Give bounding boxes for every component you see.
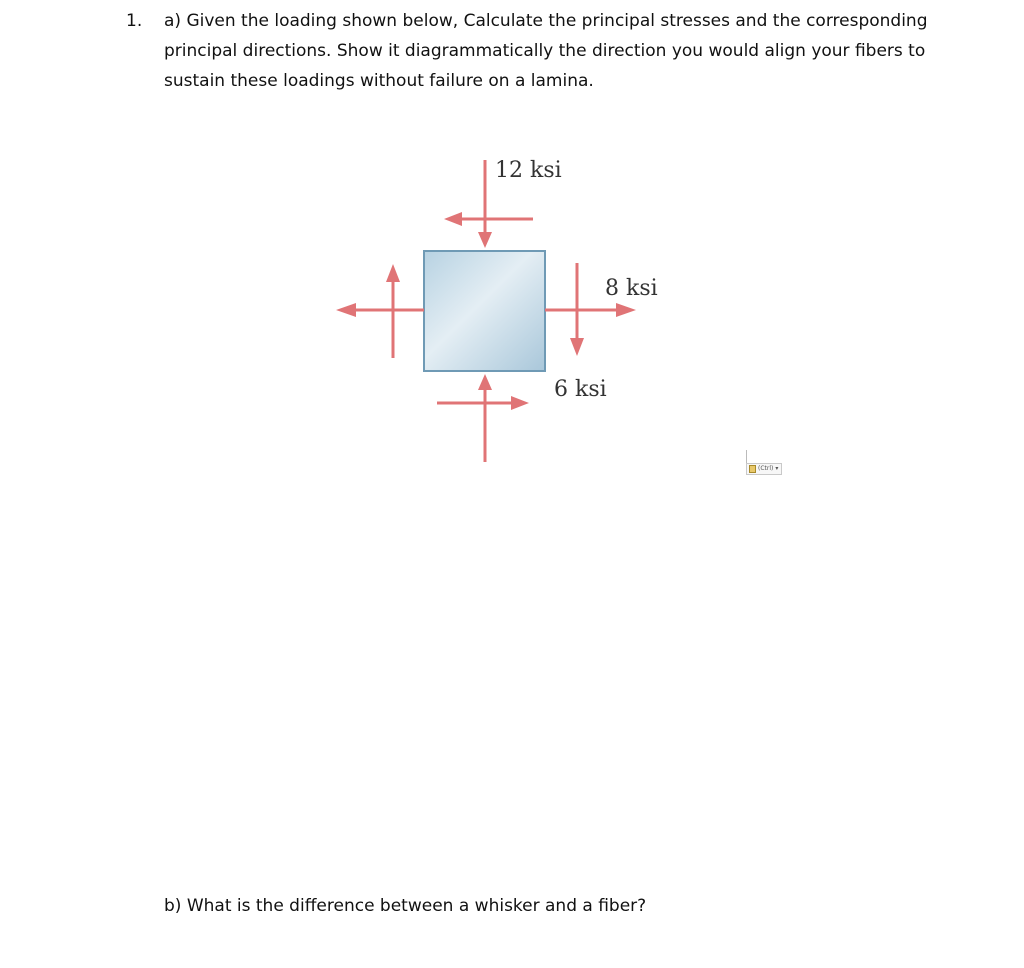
paste-options-button[interactable] xyxy=(746,463,782,475)
paste-options-divider xyxy=(746,450,747,463)
left-normal-arrowhead xyxy=(336,303,356,317)
question-2-text: b) What is the difference between a whisker and a fiber? xyxy=(164,896,647,916)
stress-element xyxy=(424,251,545,371)
shear-stress-label: 6 ksi xyxy=(554,377,607,402)
paste-options-label: (Ctrl) xyxy=(758,465,774,472)
top-normal-arrowhead xyxy=(478,232,492,248)
top-stress-label: 12 ksi xyxy=(495,158,562,183)
bottom-shear-arrowhead xyxy=(511,396,529,410)
right-shear-arrowhead xyxy=(570,338,584,356)
question-1-line: sustain these loadings without failure on a lamina. xyxy=(164,71,594,91)
clipboard-icon xyxy=(749,465,756,473)
right-stress-label: 8 ksi xyxy=(605,276,658,301)
bottom-normal-arrowhead xyxy=(478,374,492,390)
question-1-line: principal directions. Show it diagrammatically the direction you would align your fibers to xyxy=(164,41,926,61)
left-shear-arrowhead xyxy=(386,264,400,282)
right-normal-arrowhead xyxy=(616,303,636,317)
chevron-down-icon: ▾ xyxy=(775,465,779,472)
question-1-line: a) Given the loading shown below, Calculate the principal stresses and the corresponding xyxy=(164,11,928,31)
question-1-text xyxy=(164,6,994,96)
question-number: 1. xyxy=(126,11,143,31)
top-shear-arrowhead xyxy=(444,212,462,226)
